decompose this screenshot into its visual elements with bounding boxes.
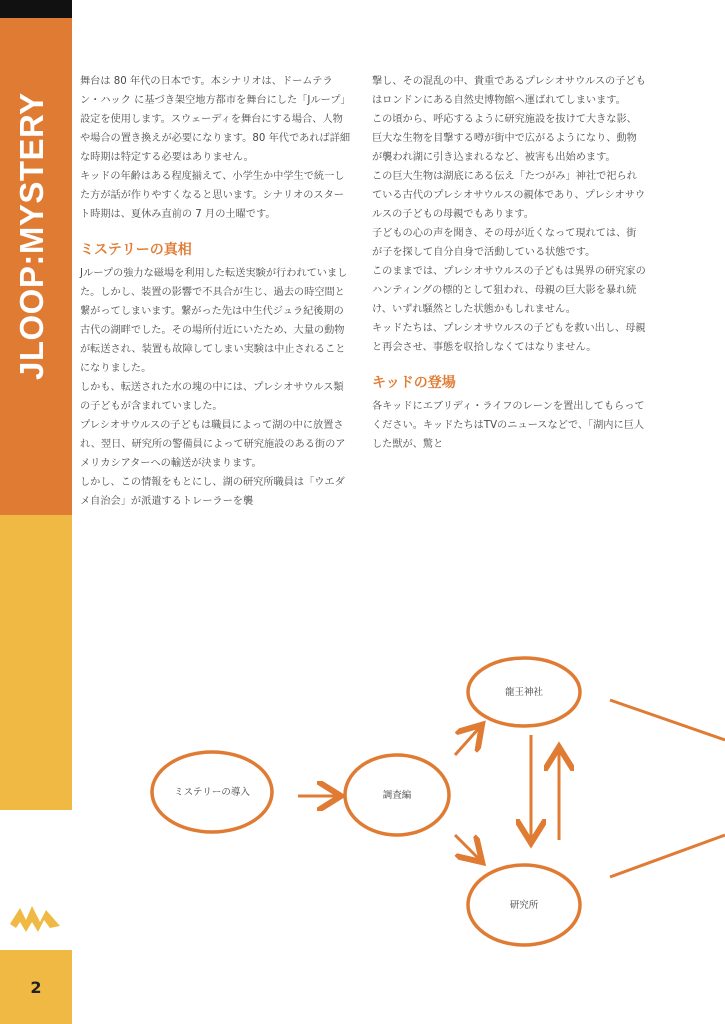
paragraph: このままでは、プレシオサウルスの子どもは異界の研究家のハンティングの標的として狙われ、母親の巨大影を暴れ続け、いずれ騒然とした状態かもしれません。 [372, 266, 646, 315]
paragraph: 各キッドにエブリディ・ライフのレーンを置出してもらってください。キッドたちはTVのニュースなどで、「湖内に巨人した獣が、驚と [372, 401, 645, 450]
node-investigation [345, 755, 449, 835]
section-heading-mystery-truth: ミステリーの真相 [80, 242, 192, 258]
top-black-bar [0, 0, 72, 18]
node-intro-label: ミステリーの導入 [174, 787, 250, 798]
vertical-title: JLOOP:MYSTERY [13, 92, 50, 380]
line-lab-out [610, 835, 725, 877]
paragraph: 撃し、その混乱の中、貴重であるプレシオサウルスの子どもはロンドンにある自然史博物館へ運ばれてしまいます。 [372, 76, 646, 106]
paragraph: キッドたちは、プレシオサウルスの子どもを救い出し、母親と再会させ、事態を収拾しなくてはなりません。 [372, 323, 646, 353]
paragraph: キッドの年齢はある程度揃えて、小学生か中学生で統一した方が話が作りやすくなると思います。シナリオのスタート時期は、夏休み直前の 7 月の土曜です。 [80, 171, 345, 220]
paragraph: Jループの強力な磁場を利用した転送実験が行われていました。しかし、装置の影響で不具合が生じ、過去の時空間と繋がってしまいます。繋がった先は中生代ジュラ紀後期の古代の湖畔でした。その場所付近にいたため、大量の動物が転送され、装置も故障してしまい実験は中止されることになりました。 [80, 268, 348, 374]
paragraph: しかし、この情報をもとにし、湖の研究所職員は「ウエダメ自治会」が派遣するトレーラーを襲 [80, 477, 345, 507]
paragraph: 舞台は 80 年代の日本です。本シナリオは、ドームテラン・ハック に基づき架空地方都市を舞台にした「Jループ」設定を使用します。スウェーディを舞台にする場合、人物や場合の置き換えが必要になります。80 年代であれば詳細な時期は特定する必要はありません。 [80, 76, 351, 163]
paragraph: 子どもの心の声を聞き、その母が近くなって現れては、街が子を探して自分自身で活動している状態です。 [372, 228, 637, 258]
paragraph: しかも、転送された水の塊の中には、プレシオサウルス類の子どもが含まれていました。 [80, 382, 344, 412]
node-intro [152, 752, 272, 832]
page-number: 2 [30, 978, 42, 997]
flow-diagram [150, 655, 725, 955]
node-shrine-label: 龍王神社 [504, 687, 544, 698]
node-lab [468, 865, 580, 945]
node-investigation-label: 調査編 [382, 790, 412, 801]
arrow-investigation-to-lab [455, 835, 480, 860]
publisher-logo-icon [6, 898, 66, 938]
node-lab-label: 研究所 [509, 900, 539, 911]
left-text-column [80, 72, 352, 511]
right-text-column [372, 72, 646, 454]
paragraph: プレシオサウルスの子どもは職員によって湖の中に放置され、翌日、研究所の警備員によって研究施設のある街のアメリカシアターへの輸送が決まります。 [80, 420, 346, 469]
sidebar-yellow-band [0, 515, 72, 810]
arrow-investigation-to-shrine [455, 727, 480, 755]
paragraph: この巨大生物は湖底にある伝え「たつがみ」神社で祀られている古代のプレシオサウルスの親体であり、プレシオサウルスの子どもの母親でもあります。 [372, 171, 646, 220]
line-shrine-out [610, 700, 725, 740]
section-heading-kid-entry: キッドの登場 [372, 375, 456, 391]
paragraph: この頃から、呼応するように研究施設を抜けて大きな影、巨大な生物を目撃する噂が街中で広がるようになり、動物が襲われ湖に引き込まれるなど、被害も出始めます。 [372, 114, 637, 163]
node-shrine [468, 658, 580, 726]
